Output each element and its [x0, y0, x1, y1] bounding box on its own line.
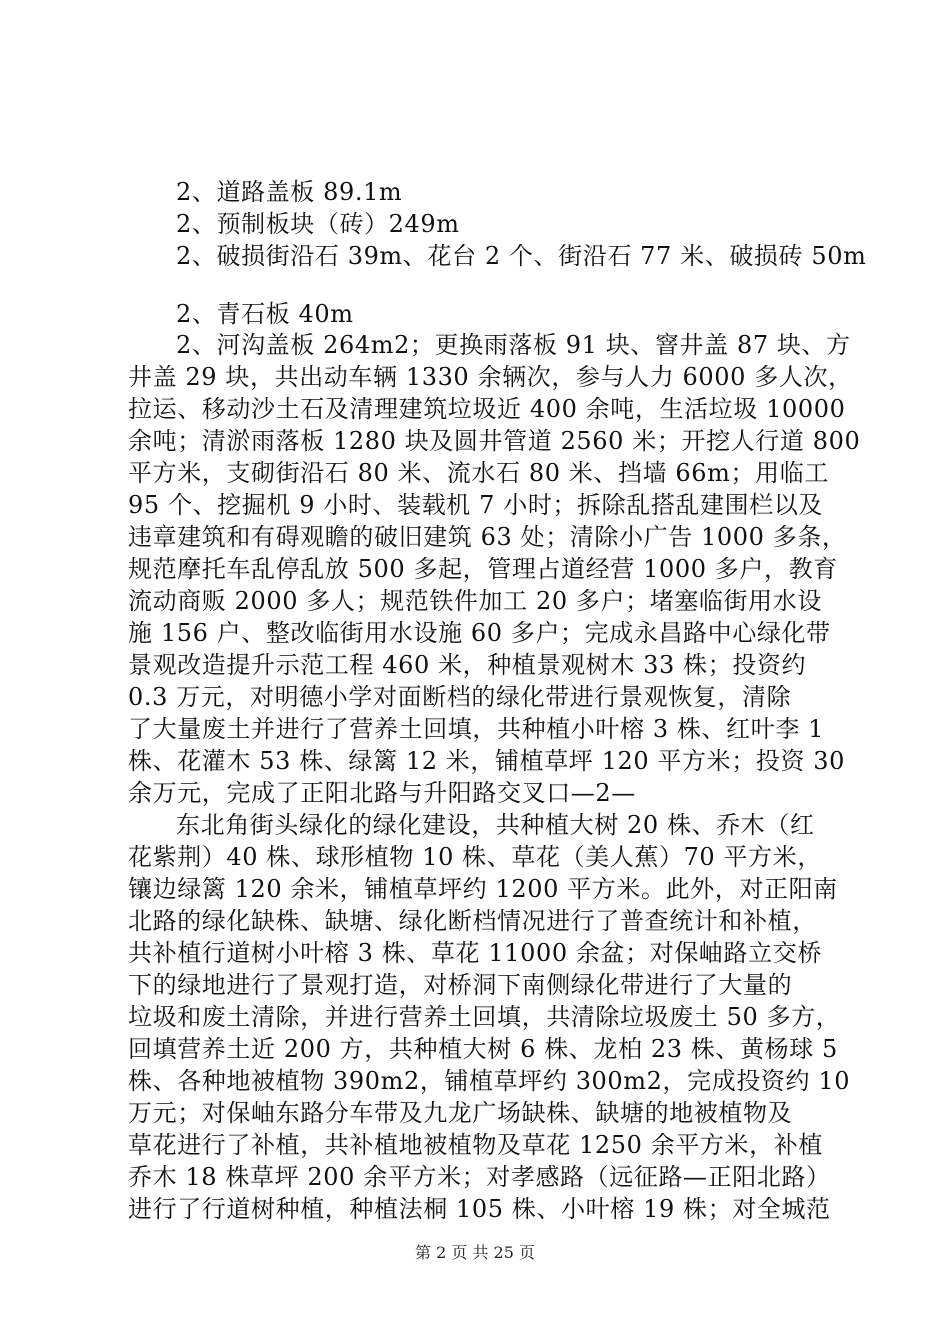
list-item: 2、破损街沿石 39m、花台 2 个、街沿石 77 米、破损砖 50m [176, 242, 867, 270]
paragraph-line: 2、河沟盖板 264m2；更换雨落板 91 块、窨井盖 87 块、方 [176, 331, 851, 359]
paragraph-line: 草花进行了补植，共补植地被植物及草花 1250 余平方米，补植 [128, 1131, 823, 1159]
paragraph-line: 了大量废土并进行了营养土回填，共种植小叶榕 3 株、红叶李 1 [128, 715, 825, 743]
paragraph-line: 0.3 万元，对明德小学对面断档的绿化带进行景观恢复，清除 [128, 683, 792, 711]
paragraph-line: 株、花灌木 53 株、绿篱 12 米，铺植草坪 120 平方米；投资 30 [128, 747, 846, 775]
paragraph-line: 井盖 29 块，共出动车辆 1330 余辆次，参与人力 6000 多人次， [128, 363, 853, 391]
paragraph-line: 拉运、移动沙土石及清理建筑垃圾近 400 余吨，生活垃圾 10000 [128, 395, 846, 423]
paragraph-line: 下的绿地进行了景观打造，对桥洞下南侧绿化带进行了大量的 [128, 971, 793, 999]
paragraph-line: 共补植行道树小叶榕 3 株、草花 11000 余盆；对保岫路立交桥 [128, 939, 822, 967]
paragraph-line: 万元；对保岫东路分车带及九龙广场缺株、缺塘的地被植物及 [128, 1099, 793, 1127]
list-item: 2、青石板 40m [176, 300, 354, 328]
paragraph-line: 镶边绿篱 120 余米，铺植草坪约 1200 平方米。此外，对正阳南 [128, 875, 838, 903]
paragraph-line: 乔木 18 株草坪 200 余平方米；对孝感路（远征路—正阳北路） [128, 1163, 831, 1191]
paragraph-line: 垃圾和废土清除，并进行营养土回填，共清除垃圾废土 50 多方， [128, 1003, 841, 1031]
list-item: 2、道路盖板 89.1m [176, 178, 403, 206]
paragraph-line: 回填营养土近 200 方，共种植大树 6 株、龙柏 23 株、黄杨球 5 [128, 1035, 838, 1063]
paragraph-line: 施 156 户、整改临街用水设施 60 多户；完成永昌路中心绿化带 [128, 619, 831, 647]
paragraph-line: 规范摩托车乱停乱放 500 多起，管理占道经营 1000 多户，教育 [128, 555, 838, 583]
paragraph-line: 东北角街头绿化的绿化建设，共种植大树 20 株、乔木（红 [176, 811, 815, 839]
paragraph-line: 余吨；清淤雨落板 1280 块及圆井管道 2560 米；开挖人行道 800 [128, 427, 861, 455]
paragraph-line: 景观改造提升示范工程 460 米，种植景观树木 33 株；投资约 [128, 651, 807, 679]
paragraph-line: 违章建筑和有碍观瞻的破旧建筑 63 处；清除小广告 1000 多条， [128, 523, 847, 551]
list-item: 2、预制板块（砖）249m [176, 210, 460, 238]
paragraph-line: 进行了行道树种植，种植法桐 105 株、小叶榕 19 株；对全城范 [128, 1195, 831, 1223]
paragraph-line: 流动商贩 2000 多人；规范铁件加工 20 多户；堵塞临街用水设 [128, 587, 822, 615]
paragraph-line: 95 个、挖掘机 9 小时、装载机 7 小时；拆除乱搭乱建围栏以及 [128, 491, 824, 519]
paragraph-line: 平方米，支砌街沿石 80 米、流水石 80 米、挡墙 66m；用临工 [128, 459, 829, 487]
paragraph-line: 株、各种地被植物 390m2，铺植草坪约 300m2，完成投资约 10 [128, 1067, 851, 1095]
paragraph-line: 余万元，完成了正阳北路与升阳路交叉口—2— [128, 779, 636, 807]
paragraph-line: 北路的绿化缺株、缺塘、绿化断档情况进行了普查统计和补植， [128, 907, 817, 935]
page-footer: 第 2 页 共 25 页 [415, 1243, 535, 1262]
paragraph-line: 花紫荆）40 株、球形植物 10 株、草花（美人蕉）70 平方米， [128, 843, 822, 871]
